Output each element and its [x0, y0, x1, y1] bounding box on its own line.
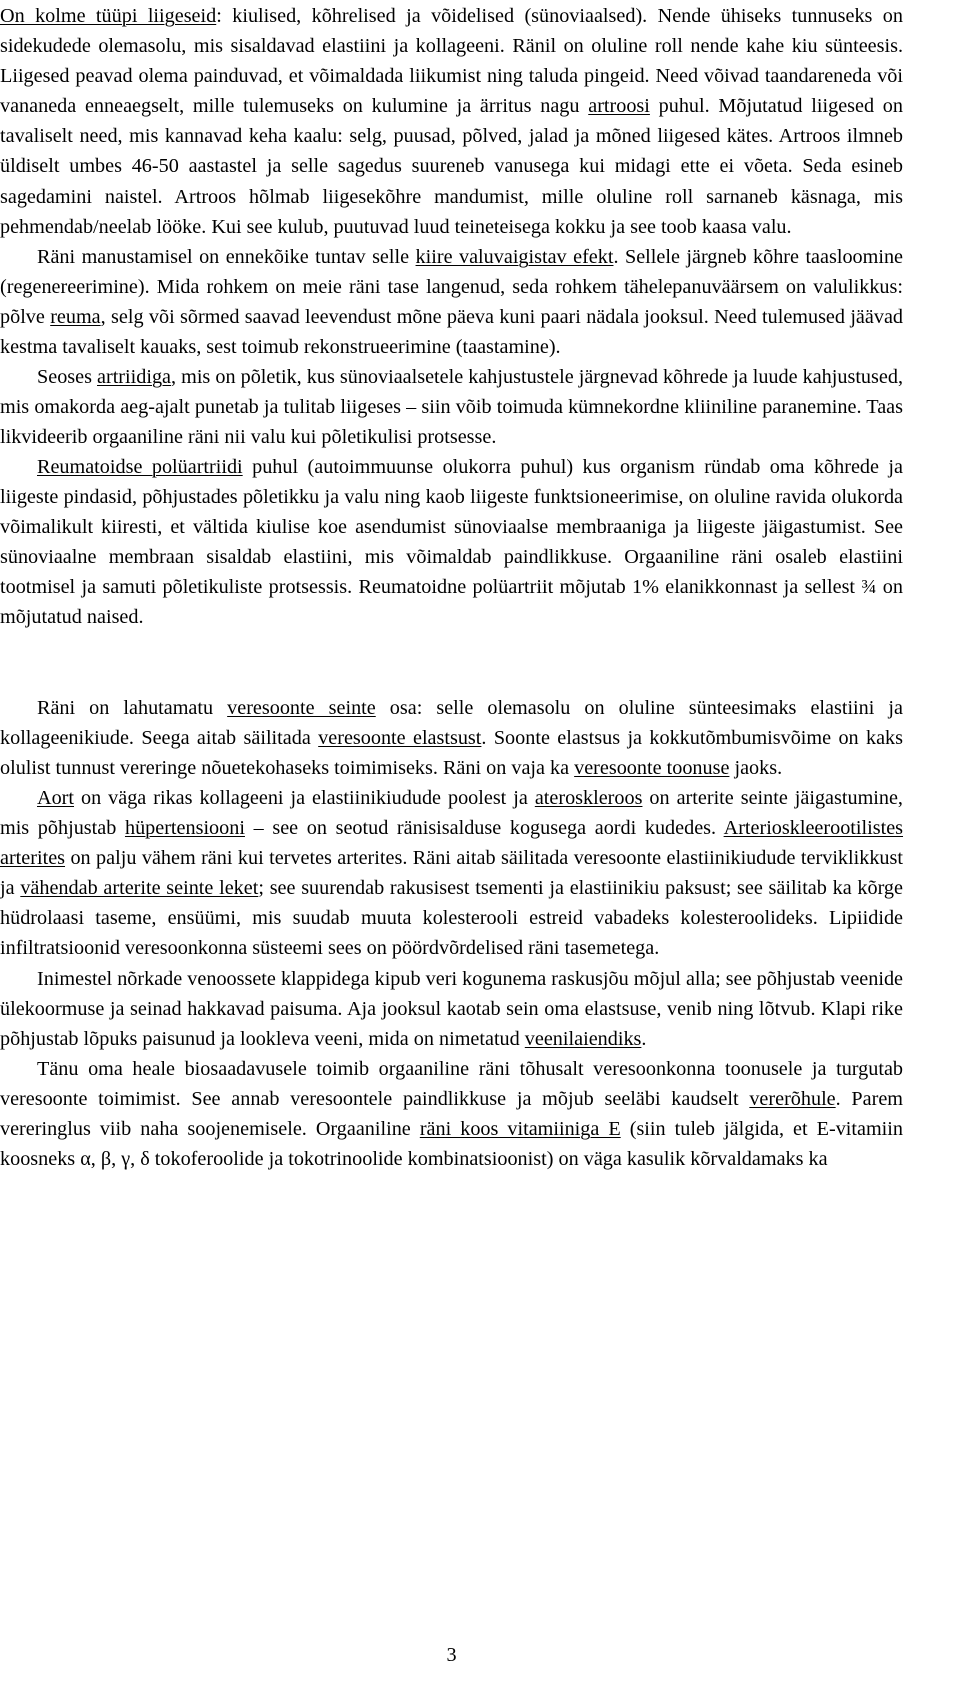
inline-link[interactable]: veresoonte seinte	[227, 697, 376, 719]
text-run: . Parem vereringlus viib naha soojenemisele. Orgaaniline	[0, 1088, 904, 1141]
text-run: Räni on lahutamatu	[37, 697, 228, 719]
text-run: .	[641, 1028, 647, 1051]
text-run: Tänu oma heale biosaadavusele toimib orgaaniline räni tõhusalt veresoonkonna toonusele ja turgutab veresoonte toimimist. See annab veresoontele paindlikkuse ja mõjub seeläbi kaudselt	[0, 1058, 903, 1111]
paragraph-varicose-veins	[0, 964, 903, 1054]
inline-link[interactable]: veresoonte toonuse	[574, 757, 730, 780]
text-run: : kiulised, kõhrelised ja võidelised (sünoviaalsed). Nende ühiseks tunnuseks on sidekudede olemasolu, mis sisaldavad elastiini ja kollageeni. Ränil on oluline roll nende kahe kiu sünteesis. Liigesed peavad olema painduvad, et võimaldada liikumist ning taluda pingeid. Need võivad taandareneda või vananeda enneaegselt, mille tulemuseks on kulumine ja ärritus nagu	[0, 5, 903, 118]
paragraph-vessel-walls	[0, 693, 903, 783]
inline-link[interactable]: artroosi	[588, 95, 650, 118]
paragraph-aorta	[0, 783, 903, 964]
text-run: Inimestel nõrkade venoossete klappidega kipub veri kogunema raskusjõu mõjul alla; see põhjustab veenide ülekoormuse ja seinad hakkavad paisuma. Aja jooksul kaotab sein oma elastsuse, venib ning lõtvub. Klapi rike põhjustab lõpuks paisunud ja lookleva veeni, mida on nimetatud	[0, 968, 903, 1051]
text-run: jaoks.	[729, 757, 783, 780]
paragraph-arthritis	[0, 362, 903, 452]
inline-link[interactable]: Reumatoidse polüartriidi	[37, 456, 243, 478]
text-run: ; see suurendab rakusisest tsementi ja elastiinikiu paksust; see säilitab ka kõrge hüdrolaasi taseme, ensüümi, mis suudab muuta kolesterooli estreid vabadeks kolesteroolideks. Lipiidide infiltratsioonid veresoonkonna süsteemi sees on pöördvõrdelised räni tasemetega.	[0, 877, 903, 960]
text-run: . Soonte elastsus ja kokkutõmbumisvõime on kaks olulist tunnust vereringe nõuetekohaseks toimimiseks. Räni on vaja ka	[0, 727, 904, 780]
text-run: , selg või sõrmed saavad leevendust mõne päeva kuni paari nädala jooksul. Need tulemused jäävad kestma tavaliselt kauaks, sest toimub rekonstrueerimine (taastamine).	[0, 306, 903, 359]
paragraph-joint-types	[0, 1, 903, 242]
inline-link[interactable]: veresoonte elastsust	[318, 727, 482, 750]
inline-link[interactable]: ateroskleroos	[534, 787, 643, 809]
inline-link[interactable]: On kolme tüüpi liigeseid	[0, 5, 217, 27]
paragraph-pain-relief	[0, 242, 903, 362]
inline-link[interactable]: vähendab arterite seinte leket	[20, 877, 259, 900]
text-run: Räni manustamisel on ennekõike tuntav selle	[37, 246, 416, 268]
text-run: on väga rikas kollageeni ja elastiinikiudude poolest ja	[74, 787, 535, 809]
inline-link[interactable]: räni koos vitamiiniga E	[419, 1118, 621, 1141]
paragraph-rheumatoid-polyarthritis	[0, 452, 903, 633]
inline-link[interactable]: Aort	[37, 787, 75, 809]
text-run: puhul (autoimmuunse olukorra puhul) kus organism ründab oma kõhrede ja liigeste pindasid, põhjustades põletikku ja valu ning kaob liigeste funktsioneerimise, on oluline ravida olukorda võimalikult kiiresti, et vältida kiulise koe asendumist sünoviaalse membraaniga ja liigeste jäigastumist. See sünoviaalne membraan sisaldab elastiini, mis võimaldab paindlikkuse. Orgaaniline räni osaleb elastiini tootmisel ja samuti põletikuliste protsessis. Reumatoidne polüartriit mõjutab 1% elanikkonnast ja sellest ¾ on mõjutatud naised.	[0, 456, 903, 629]
text-run: on palju vähem räni kui tervetes arterites. Räni aitab säilitada veresoonte elastiinikiudude terviklikkust ja	[0, 847, 903, 900]
inline-link[interactable]: reuma	[50, 306, 101, 329]
page-number: 3	[446, 1644, 457, 1666]
inline-link[interactable]: hüpertensiooni	[124, 817, 245, 840]
text-run: , mis on põletik, kus sünoviaalsetele kahjustustele järgnevad kõhrede ja luude kahjustused, mis omakorda aeg-ajalt punetab ja tulitab liigeses – siin võib toimuda kümnekordne kliiniline paranemine. Taas likvideerib orgaaniline räni nii valu kui põletikulisi protsesse.	[0, 366, 903, 449]
text-run: on arterite seinte jäigastumine, mis põhjustab	[0, 787, 903, 840]
text-run: (siin tuleb jälgida, et E-vitamiin koosneks α, β, γ, δ tokoferoolide ja tokotrinoolide kombinatsioonist) on väga kasulik kõrvaldamaks ka	[0, 1118, 903, 1171]
paragraph-bioavailability	[0, 1054, 903, 1174]
inline-link[interactable]: artriidiga	[97, 366, 172, 388]
text-run: . Sellele järgneb kõhre taasloomine (regenereerimine). Mida rohkem on meie räni tase langenud, seda rohkem tähelepanuväärsem on valulikkus: põlve	[0, 246, 903, 329]
inline-link[interactable]: kiire valuvaigistav efekt	[415, 246, 614, 268]
text-run: – see on seotud ränisisalduse kogusega aordi kudedes.	[244, 817, 724, 840]
text-run: puhul. Mõjutatud liigesed on tavaliselt need, mis kannavad keha kaalu: selg, puusad, põlved, jalad ja mõned liigesed kätes. Artroos ilmneb üldiselt umbes 46-50 aastastel ja selle sagedus suureneb vanusega kui midagi ette ei võeta. Seda esineb sagedamini naistel. Artroos hõlmab liigesekõhre mandumist, mille oluline roll sarnaneb käsnaga, mis pehmendab/neelab lööke. Kui see kulub, puutuvad luud teineteisega kokku ja see toob kaasa valu.	[0, 95, 903, 238]
inline-link[interactable]: veenilaiendiks	[524, 1028, 642, 1051]
inline-link[interactable]: Arterioskleerootilistes arterites	[0, 817, 904, 870]
text-run: Seoses	[37, 366, 98, 388]
text-run: osa: selle olemasolu on oluline sünteesimaks elastiini ja kollageenikiude. Seega aitab säilitada	[0, 697, 903, 750]
inline-link[interactable]: vererõhule	[749, 1088, 836, 1111]
